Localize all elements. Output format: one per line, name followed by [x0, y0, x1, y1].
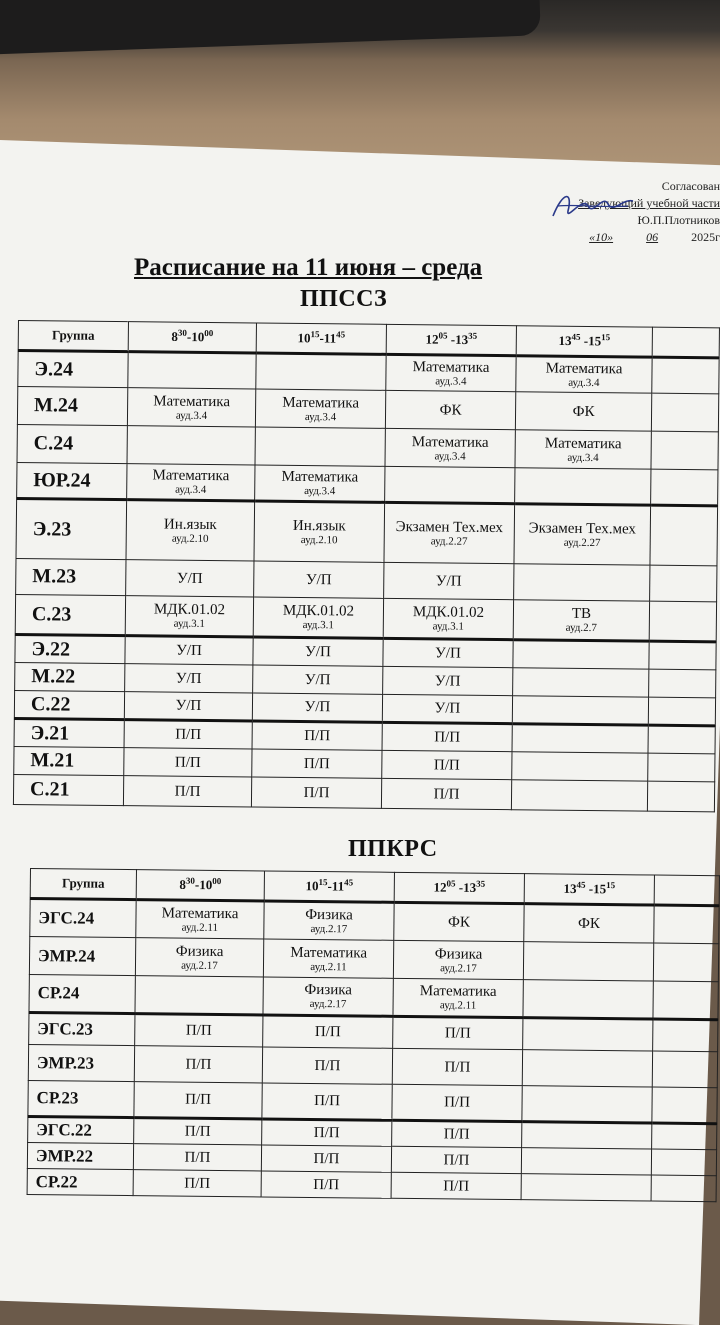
subject: П/П	[313, 1124, 340, 1142]
group-cell: С.22	[14, 690, 124, 719]
subject: Математика	[290, 944, 368, 962]
lesson-cell	[135, 938, 263, 977]
header-time-slot	[516, 326, 652, 357]
lesson-cell	[264, 901, 394, 940]
group-cell: ЭГС.22	[28, 1116, 134, 1143]
subject: Математика	[282, 394, 360, 412]
lesson-cell	[391, 1146, 521, 1173]
group-cell: М.23	[16, 558, 126, 595]
lesson-cell	[126, 500, 255, 561]
subject: П/П	[444, 1058, 471, 1076]
subject: Ин.язык	[292, 517, 346, 535]
time-part: 10	[191, 329, 205, 345]
group-cell: С.21	[13, 774, 123, 805]
lesson-cell	[262, 1083, 392, 1120]
subject: П/П	[433, 756, 460, 774]
lesson-cell	[513, 668, 649, 697]
subject: П/П	[184, 1149, 211, 1166]
header-time-slot	[256, 323, 386, 354]
room: ауд.2.7	[565, 621, 597, 635]
lesson-cell	[133, 1144, 261, 1171]
lesson-cell	[650, 505, 718, 566]
lesson-cell	[125, 636, 253, 665]
lesson-cell	[516, 356, 652, 393]
lesson-cell	[652, 1051, 717, 1088]
lesson-cell	[650, 565, 717, 602]
time-part: 45	[344, 877, 354, 888]
subject: П/П	[174, 754, 201, 771]
lesson-cell	[653, 943, 718, 982]
lesson-cell	[263, 939, 393, 978]
time-part: 15	[606, 880, 616, 891]
lesson-cell	[651, 1175, 716, 1202]
time-part: 45	[336, 329, 346, 340]
lesson-cell	[392, 1120, 522, 1147]
lesson-cell	[392, 1048, 522, 1085]
lesson-cell	[126, 560, 254, 597]
lesson-cell	[262, 1047, 392, 1084]
lesson-cell	[253, 637, 383, 666]
subject: У/П	[434, 700, 461, 717]
lesson-cell	[128, 352, 256, 389]
lesson-cell	[393, 940, 523, 979]
lesson-cell	[523, 942, 653, 981]
lesson-cell	[647, 781, 714, 812]
approval-date	[520, 229, 720, 246]
subject: П/П	[184, 1123, 211, 1140]
lesson-cell	[522, 1050, 652, 1087]
subject: У/П	[305, 644, 331, 661]
group-cell: ЭГС.24	[30, 899, 136, 938]
subject: Математика	[419, 983, 497, 1000]
time-part: 45	[571, 332, 581, 343]
approval-date-day: «10»	[589, 230, 614, 244]
lesson-cell	[381, 778, 511, 809]
group-cell: ЮР.24	[17, 462, 127, 499]
room: ауд.3.1	[302, 618, 334, 632]
time-part: 15	[318, 877, 328, 888]
group-cell: М.21	[14, 746, 124, 775]
lesson-cell	[382, 722, 512, 751]
time-part: 45	[576, 880, 586, 891]
subject: У/П	[175, 697, 202, 714]
time-part: 15	[593, 881, 607, 897]
lesson-cell	[392, 1084, 522, 1121]
time-part: 30	[177, 328, 188, 339]
subject: П/П	[185, 1056, 212, 1073]
lesson-cell	[252, 721, 382, 750]
lesson-cell	[383, 638, 513, 667]
room: ауд.3.4	[435, 375, 467, 388]
subject: Математика	[153, 392, 231, 410]
lesson-cell	[252, 749, 382, 778]
lesson-cell	[385, 428, 515, 467]
time-part: 10	[297, 330, 311, 346]
lesson-cell	[651, 1149, 716, 1176]
lesson-cell	[384, 562, 514, 599]
group-cell: ЭМР.23	[28, 1044, 134, 1081]
group-cell: Э.22	[15, 634, 125, 663]
group-cell: С.23	[15, 594, 125, 635]
subject: П/П	[303, 755, 330, 772]
lesson-cell	[511, 780, 647, 811]
time-part: -	[455, 880, 464, 896]
group-cell: М.22	[15, 662, 125, 691]
group-cell: СР.22	[27, 1168, 133, 1195]
lesson-cell	[391, 1172, 521, 1199]
lesson-cell	[134, 1046, 262, 1083]
subject: МДК.01.02	[153, 601, 226, 619]
lesson-cell	[648, 753, 715, 782]
subject: У/П	[435, 572, 462, 590]
lesson-cell	[649, 601, 716, 642]
lesson-cell	[386, 354, 516, 391]
subject: ФК	[577, 915, 600, 932]
subject: ФК	[439, 401, 462, 419]
lesson-cell	[136, 900, 264, 939]
room: ауд.3.1	[173, 617, 205, 630]
group-cell: Э.21	[14, 718, 124, 747]
approval-date-year: 2025г	[691, 230, 720, 244]
lesson-cell	[124, 748, 252, 777]
header-time-slot	[264, 871, 394, 902]
lesson-cell	[523, 1018, 653, 1051]
room: ауд.2.27	[430, 535, 468, 548]
lesson-cell	[649, 641, 716, 670]
header-time-slot	[386, 324, 516, 355]
lesson-cell	[383, 598, 513, 639]
subject: П/П	[314, 1023, 341, 1041]
subject: П/П	[434, 729, 461, 746]
subject: Физика	[305, 906, 353, 924]
subject: П/П	[444, 1094, 471, 1111]
lesson-cell	[394, 902, 524, 941]
header-time-slot	[394, 872, 524, 903]
lesson-cell	[512, 752, 648, 781]
subject: Экзамен Тех.мех	[528, 520, 637, 538]
lesson-cell	[521, 1174, 651, 1201]
lesson-cell	[261, 1171, 391, 1198]
page-title: Расписание на 11 июня – среда	[134, 254, 483, 281]
time-part: 8	[179, 877, 186, 893]
subject: П/П	[314, 1092, 341, 1110]
room: ауд.2.11	[181, 921, 219, 934]
subject: Математика	[544, 435, 622, 452]
lesson-cell	[521, 1148, 651, 1175]
time-part: 00	[204, 328, 214, 339]
time-part: -	[447, 332, 456, 348]
room: ауд.2.17	[440, 961, 477, 975]
lesson-cell	[512, 696, 648, 725]
lesson-cell	[385, 390, 515, 429]
section-title-ppssz: ППССЗ	[300, 286, 388, 312]
subject: У/П	[175, 670, 202, 687]
subject: П/П	[174, 783, 201, 800]
subject: Математика	[545, 360, 623, 378]
laptop-edge	[0, 0, 541, 55]
subject: П/П	[175, 726, 202, 743]
time-part: 15	[601, 332, 611, 343]
lesson-cell	[383, 666, 513, 695]
lesson-cell	[255, 427, 385, 466]
subject: Математика	[161, 905, 239, 923]
lesson-cell	[524, 904, 654, 943]
room: ауд.2.17	[309, 997, 347, 1011]
lesson-cell	[654, 905, 719, 944]
header-time-slot	[524, 874, 654, 905]
lesson-cell	[652, 1123, 717, 1150]
signature-icon	[548, 186, 638, 226]
time-part: 05	[438, 330, 448, 341]
lesson-cell	[262, 1119, 392, 1146]
subject: П/П	[313, 1150, 340, 1167]
lesson-cell	[255, 389, 385, 428]
room: ауд.2.10	[171, 532, 209, 546]
lesson-cell	[515, 430, 651, 469]
subject: У/П	[176, 570, 203, 587]
header-group: Группа	[18, 321, 128, 352]
room: ауд.3.4	[568, 376, 600, 390]
approval-line-3: Ю.П.Плотников	[637, 213, 720, 227]
time-part: 11	[323, 330, 337, 346]
time-part: 10	[305, 878, 319, 894]
subject: П/П	[303, 784, 330, 801]
room: ауд.3.4	[175, 409, 208, 422]
room: ауд.3.4	[304, 485, 336, 498]
lesson-cell	[254, 561, 384, 598]
lesson-cell	[382, 750, 512, 779]
subject: П/П	[184, 1175, 211, 1192]
schedule-table-ppssz	[13, 320, 720, 812]
subject: МДК.01.02	[412, 604, 485, 621]
lesson-cell	[256, 353, 386, 390]
lesson-cell	[253, 665, 383, 694]
subject: Математика	[152, 467, 230, 485]
room: ауд.2.10	[300, 533, 338, 547]
lesson-cell	[133, 1170, 261, 1197]
lesson-cell	[652, 1087, 717, 1124]
subject: П/П	[304, 728, 331, 745]
section-title-ppkrs: ППКРС	[348, 836, 438, 862]
time-part: 13	[563, 881, 577, 897]
subject: П/П	[433, 785, 460, 803]
subject: ТВ	[571, 605, 592, 623]
lesson-cell	[382, 694, 512, 723]
header-group: Группа	[30, 869, 136, 900]
lesson-cell	[393, 978, 523, 1017]
lesson-cell	[124, 692, 252, 721]
approval-date-month: 06	[646, 230, 659, 244]
subject: Математика	[281, 468, 359, 486]
lesson-cell	[649, 669, 716, 698]
time-part: 11	[331, 878, 345, 894]
lesson-cell	[652, 357, 719, 394]
subject: П/П	[314, 1057, 341, 1074]
lesson-cell	[513, 640, 649, 669]
time-part: 05	[446, 878, 456, 889]
room: ауд.3.4	[304, 410, 337, 423]
lesson-cell	[653, 981, 718, 1020]
room: ауд.2.11	[310, 960, 347, 973]
subject: П/П	[443, 1126, 470, 1143]
approval-line-2: Заведующий учебной части	[578, 196, 720, 210]
lesson-cell	[522, 1086, 652, 1123]
room: ауд.3.4	[175, 483, 207, 496]
room: ауд.2.17	[181, 959, 218, 972]
subject: П/П	[185, 1091, 212, 1108]
group-cell: СР.23	[28, 1080, 134, 1117]
lesson-cell	[135, 976, 263, 1015]
header-time-slot	[128, 322, 256, 353]
lesson-cell	[512, 724, 648, 753]
header-empty	[654, 875, 719, 906]
subject: Физика	[175, 943, 224, 960]
lesson-cell	[653, 1019, 718, 1052]
time-part: 8	[171, 329, 178, 345]
lesson-cell	[124, 720, 252, 749]
subject: Ин.язык	[163, 516, 217, 534]
time-part: 00	[212, 876, 222, 887]
lesson-cell	[134, 1118, 262, 1145]
lesson-cell	[252, 693, 382, 722]
schedule-table-ppkrs	[27, 868, 720, 1202]
group-cell: Э.24	[18, 351, 128, 388]
subject: ФК	[572, 403, 595, 420]
time-part: 13	[558, 333, 572, 349]
subject: П/П	[185, 1022, 212, 1039]
lesson-cell	[384, 502, 515, 563]
lesson-cell	[514, 504, 651, 565]
time-part: 13	[455, 332, 469, 348]
lesson-cell	[125, 664, 253, 693]
lesson-cell	[263, 1015, 393, 1048]
group-cell: С.24	[17, 424, 127, 463]
subject: У/П	[304, 699, 331, 716]
table-row	[16, 498, 718, 565]
lesson-cell	[513, 600, 649, 641]
subject: П/П	[443, 1151, 470, 1169]
subject: Физика	[434, 945, 483, 963]
subject: Физика	[304, 981, 353, 999]
time-part: 13	[463, 880, 477, 896]
time-part: 15	[588, 333, 602, 349]
room: ауд.3.1	[432, 620, 464, 633]
subject: ФК	[447, 914, 470, 931]
group-cell: Э.23	[16, 498, 127, 559]
group-cell: ЭМР.24	[29, 937, 135, 976]
approval-line-1: Согласован	[661, 179, 720, 193]
time-part: 12	[433, 879, 447, 896]
lesson-cell	[125, 596, 253, 637]
lesson-cell	[651, 469, 718, 506]
subject: П/П	[443, 1177, 470, 1195]
subject: Экзамен Тех.мех	[395, 518, 504, 537]
room: ауд.3.4	[567, 451, 599, 464]
lesson-cell	[522, 1122, 652, 1149]
header-empty	[652, 327, 719, 358]
subject: МДК.01.02	[282, 602, 355, 620]
room: ауд.2.17	[310, 922, 348, 936]
subject: П/П	[313, 1176, 340, 1193]
subject: У/П	[304, 671, 331, 688]
subject: У/П	[434, 672, 461, 690]
time-part: 35	[468, 331, 478, 342]
time-part: 12	[425, 331, 439, 348]
lesson-cell	[135, 1014, 263, 1047]
room: ауд.3.4	[434, 449, 466, 463]
lesson-cell	[127, 388, 255, 427]
lesson-cell	[263, 977, 393, 1016]
subject: У/П	[435, 645, 461, 662]
lesson-cell	[393, 1016, 523, 1049]
lesson-cell	[523, 980, 653, 1019]
subject: У/П	[305, 571, 332, 588]
lesson-cell	[254, 501, 385, 562]
time-part: -	[327, 878, 332, 894]
time-part: -	[585, 881, 594, 897]
lesson-cell	[127, 464, 255, 501]
lesson-cell	[648, 697, 715, 726]
subject: Математика	[411, 433, 489, 451]
header-time-slot	[136, 870, 264, 901]
room: ауд.2.27	[563, 536, 601, 550]
lesson-cell	[123, 776, 251, 807]
time-part: 30	[185, 875, 196, 887]
group-cell: ЭМР.22	[27, 1142, 133, 1169]
lesson-cell	[515, 468, 651, 505]
subject: У/П	[176, 642, 202, 659]
time-part: -	[580, 333, 589, 349]
lesson-cell	[127, 426, 255, 465]
lesson-cell	[651, 431, 718, 470]
lesson-cell	[651, 393, 718, 432]
group-cell: СР.24	[29, 974, 135, 1013]
lesson-cell	[261, 1145, 391, 1172]
time-part: 15	[310, 329, 320, 340]
lesson-cell	[648, 725, 715, 754]
time-part: -	[186, 329, 192, 345]
subject: Математика	[412, 359, 490, 376]
lesson-cell	[134, 1082, 262, 1119]
group-cell: М.24	[17, 387, 127, 426]
group-cell: ЭГС.23	[29, 1012, 135, 1045]
time-part: 10	[199, 877, 213, 893]
subject: П/П	[444, 1025, 471, 1042]
lesson-cell	[251, 777, 381, 808]
lesson-cell	[253, 597, 383, 638]
time-part: 35	[476, 879, 486, 890]
time-part: -	[319, 330, 324, 346]
time-part: -	[194, 877, 200, 893]
lesson-cell	[514, 564, 650, 601]
lesson-cell	[255, 465, 385, 502]
room: ауд.2.11	[439, 999, 477, 1012]
lesson-cell	[385, 466, 515, 503]
lesson-cell	[515, 392, 651, 431]
